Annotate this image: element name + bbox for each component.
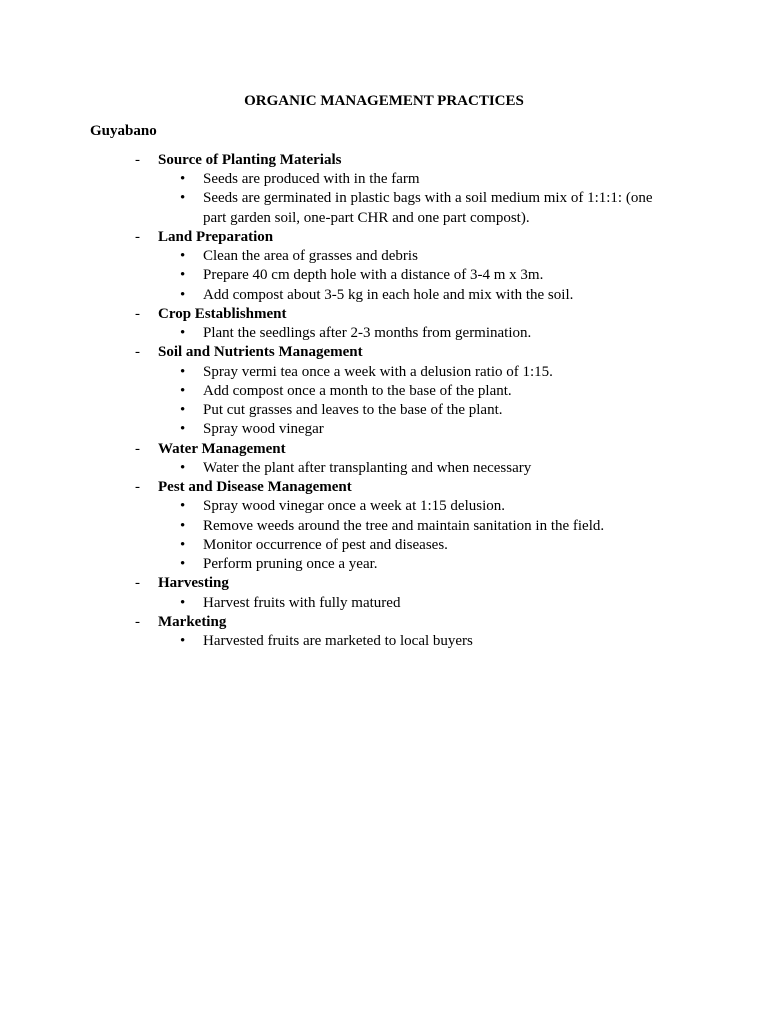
section-heading-crop-establishment [90, 305, 678, 324]
bullet-marker: • [180, 421, 186, 438]
dash-marker: - [135, 151, 140, 168]
section-heading-water-management [90, 440, 678, 459]
bullet-marker: • [180, 459, 186, 476]
bullet-item [90, 266, 678, 285]
section-heading-text: Crop Establishment [158, 305, 287, 322]
section-heading-source-of-planting-materials [90, 151, 678, 170]
section-heading-text: Harvesting [158, 575, 229, 592]
section-heading-land-preparation [90, 228, 678, 247]
bullet-marker: • [180, 633, 186, 650]
bullet-marker: • [180, 286, 186, 303]
bullet-item [90, 286, 678, 305]
bullet-marker: • [180, 498, 186, 515]
bullet-item [90, 382, 678, 401]
bullet-item-text: Seeds are germinated in plastic bags with a soil medium mix of 1:1:1: (one part garden soil, one-part CHR and one part compost). [203, 190, 653, 226]
bullet-marker: • [180, 382, 186, 399]
bullet-item-text: Water the plant after transplanting and when necessary [203, 459, 532, 476]
section-heading-text: Pest and Disease Management [158, 479, 352, 496]
bullet-marker: • [180, 325, 186, 342]
crop-name: Guyabano [90, 122, 157, 139]
bullet-item-text: Add compost once a month to the base of the plant. [203, 382, 512, 399]
section-heading-text: Soil and Nutrients Management [158, 344, 363, 361]
section-heading-soil-and-nutrients-management [90, 343, 678, 362]
bullet-item [90, 170, 678, 189]
bullet-marker: • [180, 556, 186, 573]
document-body [90, 92, 678, 651]
section-heading-text: Source of Planting Materials [158, 151, 342, 168]
section-heading-marketing [90, 613, 678, 632]
bullet-item-text: Clean the area of grasses and debris [203, 248, 418, 265]
bullet-item-text: Put cut grasses and leaves to the base of the plant. [203, 402, 503, 419]
bullet-item-text: Plant the seedlings after 2-3 months from germination. [203, 325, 532, 342]
bullet-item-text: Perform pruning once a year. [203, 556, 378, 573]
section-heading-pest-and-disease-management [90, 478, 678, 497]
dash-marker: - [135, 228, 140, 245]
dash-marker: - [135, 305, 140, 322]
bullet-marker: • [180, 267, 186, 284]
bullet-marker: • [180, 171, 186, 188]
bullet-item [90, 594, 678, 613]
bullet-marker: • [180, 363, 186, 380]
bullet-marker: • [180, 517, 186, 534]
bullet-item-text: Spray vermi tea once a week with a delusion ratio of 1:15. [203, 363, 553, 380]
bullet-item [90, 632, 678, 651]
bullet-item [90, 459, 678, 478]
section-heading-text: Water Management [158, 440, 286, 457]
bullet-marker: • [180, 536, 186, 553]
bullet-item [90, 420, 678, 439]
dash-marker: - [135, 344, 140, 361]
dash-marker: - [135, 613, 140, 630]
bullet-marker: • [180, 402, 186, 419]
bullet-marker: • [180, 190, 186, 207]
bullet-item [90, 536, 678, 555]
bullet-item-text: Prepare 40 cm depth hole with a distance of 3-4 m x 3m. [203, 267, 544, 284]
bullet-item-text: Harvested fruits are marketed to local buyers [203, 633, 473, 650]
section-heading-text: Land Preparation [158, 228, 274, 245]
bullet-item-text: Spray wood vinegar [203, 421, 324, 438]
bullet-item-text: Remove weeds around the tree and maintain sanitation in the field. [203, 517, 605, 534]
bullet-marker: • [180, 594, 186, 611]
bullet-item [90, 401, 678, 420]
bullet-item [90, 555, 678, 574]
bullet-item-text: Seeds are produced with in the farm [203, 171, 420, 188]
section-heading-text: Marketing [158, 613, 227, 630]
bullet-item-text: Spray wood vinegar once a week at 1:15 delusion. [203, 498, 505, 515]
bullet-item [90, 189, 678, 228]
dash-marker: - [135, 479, 140, 496]
bullet-item [90, 324, 678, 343]
bullet-item [90, 517, 678, 536]
bullet-item-text: Harvest fruits with fully matured [203, 594, 401, 611]
bullet-item [90, 363, 678, 382]
bullet-marker: • [180, 248, 186, 265]
bullet-item-text: Monitor occurrence of pest and diseases. [203, 536, 448, 553]
bullet-item-text: Add compost about 3-5 kg in each hole and mix with the soil. [203, 286, 574, 303]
bullet-item [90, 497, 678, 516]
dash-marker: - [135, 575, 140, 592]
dash-marker: - [135, 440, 140, 457]
section-heading-harvesting [90, 574, 678, 593]
document-title: ORGANIC MANAGEMENT PRACTICES [244, 93, 524, 110]
bullet-item [90, 247, 678, 266]
